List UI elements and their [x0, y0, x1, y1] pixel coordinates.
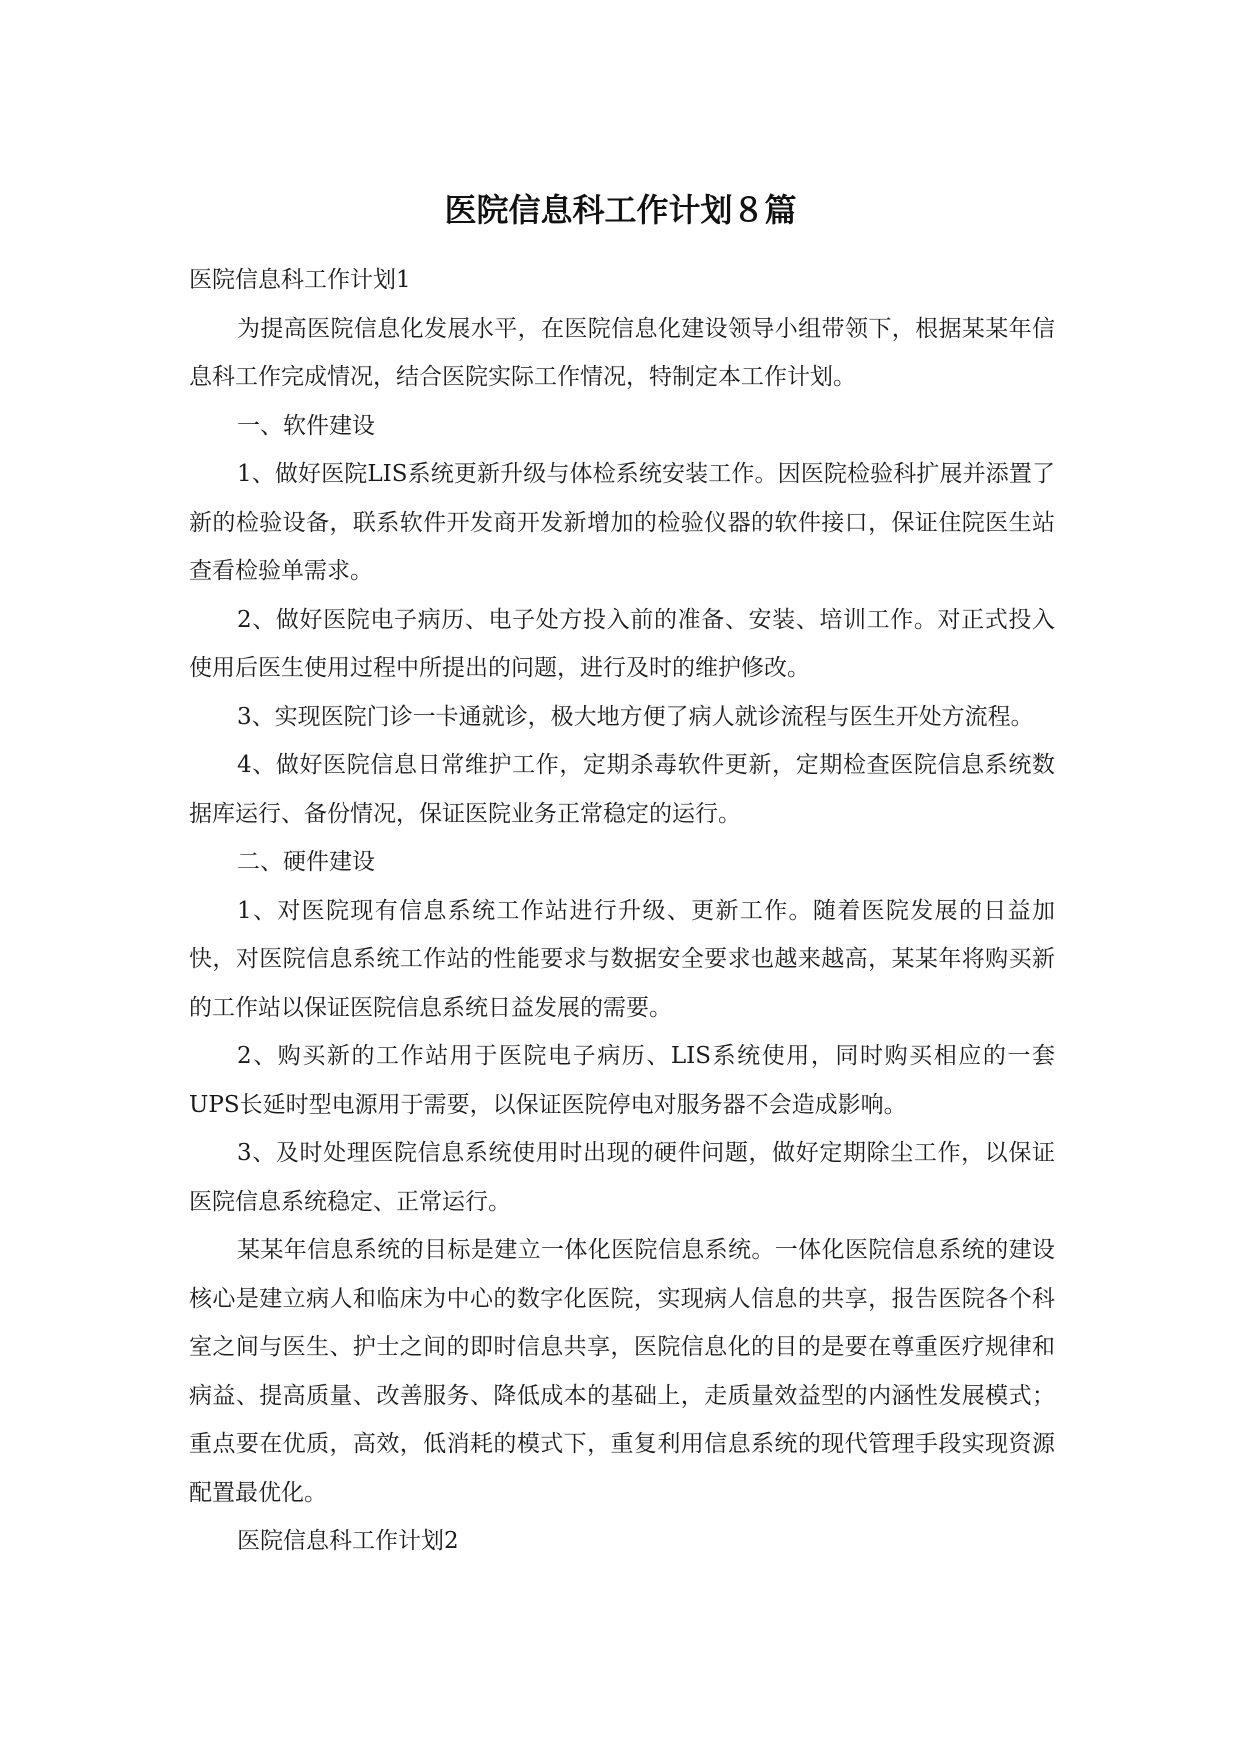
document-title: 医院信息科工作计划８篇	[444, 191, 797, 229]
software-item-1: 1、做好医院LIS系统更新升级与体检系统安装工作。因医院检验科扩展并添置了新的检验设备，联系软件开发商开发新增加的检验仪器的软件接口，保证住院医生站查看检验单需求。	[189, 461, 1055, 584]
hardware-item-3: 3、及时处理医院信息系统使用时出现的硬件问题，做好定期除尘工作，以保证医院信息系统稳定、正常运行。	[189, 1140, 1055, 1215]
intro-paragraph: 为提高医院信息化发展水平，在医院信息化建设领导小组带领下，根据某某年信息科工作完成情况，结合医院实际工作情况，特制定本工作计划。	[189, 315, 1055, 390]
hardware-item-1: 1、对医院现有信息系统工作站进行升级、更新工作。随着医院发展的日益加快，对医院信息系统工作站的性能要求与数据安全要求也越来越高，某某年将购买新的工作站以保证医院信息系统日益发展的需要。	[189, 897, 1055, 1021]
software-item-3: 3、实现医院门诊一卡通就诊，极大地方便了病人就诊流程与医生开处方流程。	[237, 703, 1034, 730]
software-item-4: 4、做好医院信息日常维护工作，定期杀毒软件更新，定期检查医院信息系统数据库运行、备份情况，保证医院业务正常稳定的运行。	[189, 752, 1055, 827]
hardware-item-2: 2、购买新的工作站用于医院电子病历、LIS系统使用，同时购买相应的一套UPS长延时型电源用于需要，以保证医院停电对服务器不会造成影响。	[189, 1043, 1055, 1118]
goal-paragraph: 某某年信息系统的目标是建立一体化医院信息系统。一体化医院信息系统的建设核心是建立病人和临床为中心的数字化医院，实现病人信息的共享，报告医院各个科室之间与医生、护士之间的即时信息共享，医院信息化的目的是要在尊重医疗规律和病益、提高质量、改善服务、降低成本的基础上，走质量效益型的内涵性发展模式；重点要在优质，高效，低消耗的模式下，重复利用信息系统的现代管理手段实现资源配置最优化。	[189, 1237, 1055, 1506]
section-heading-plan-1: 医院信息科工作计划1	[189, 267, 411, 293]
subheading-software: 一、软件建设	[237, 412, 375, 439]
document-body	[189, 256, 1055, 1566]
subheading-hardware: 二、硬件建设	[237, 849, 375, 875]
section-heading-plan-2: 医院信息科工作计划2	[237, 1528, 459, 1554]
software-item-2: 2、做好医院电子病历、电子处方投入前的准备、安装、培训工作。对正式投入使用后医生使用过程中所提出的问题，进行及时的维护修改。	[189, 606, 1055, 681]
